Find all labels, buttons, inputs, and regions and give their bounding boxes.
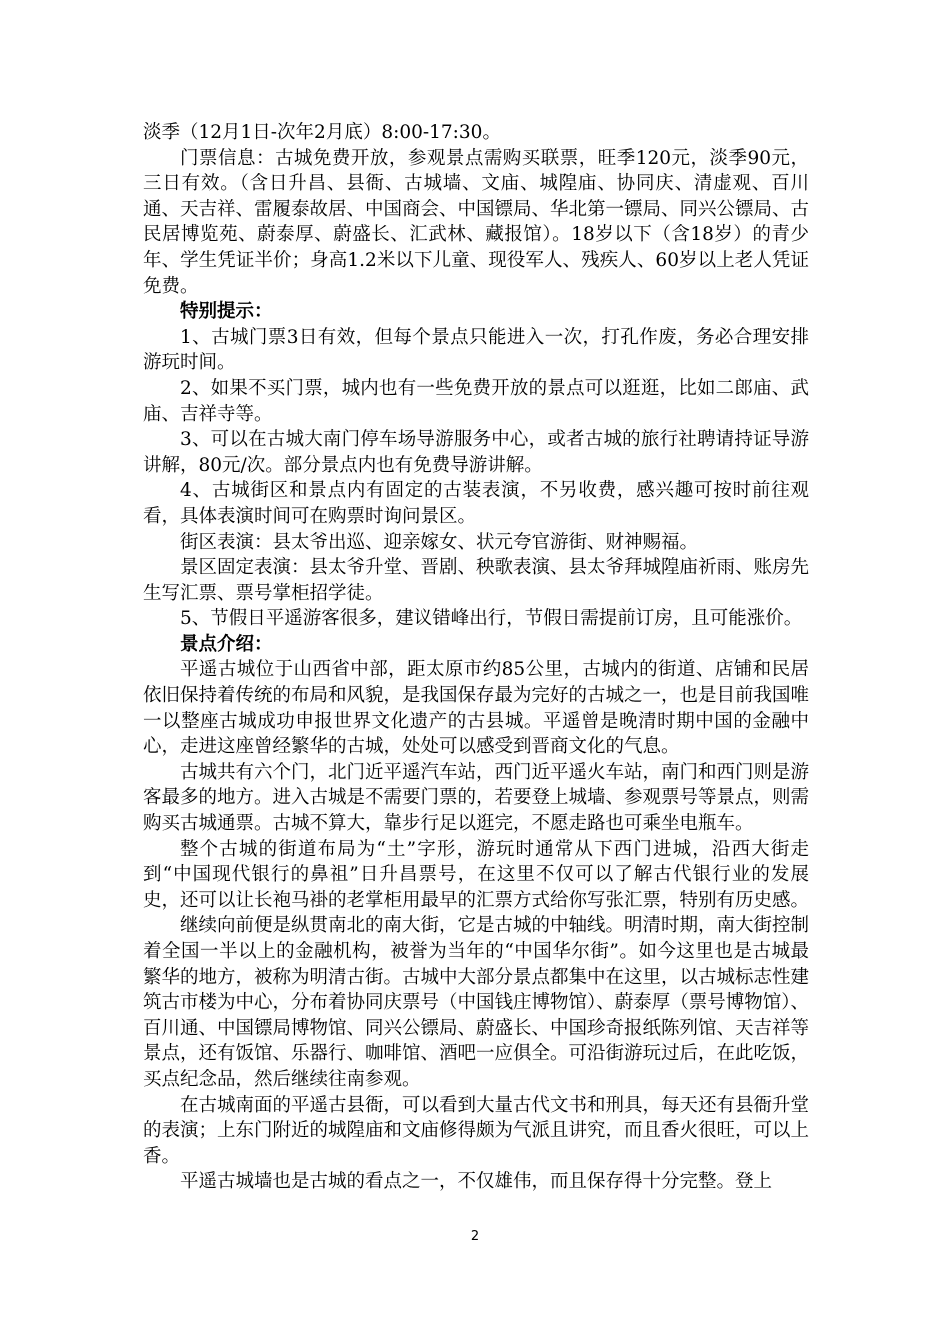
scenic-performances: 景区固定表演：县太爷升堂、晋剧、秧歌表演、县太爷拜城隍庙祈雨、账房先生写汇票、票号掌柜招学徒。	[143, 557, 810, 604]
tip-2: 2、如果不买门票，城内也有一些免费开放的景点可以逛逛，比如二郎庙、武庙、吉祥寺等。	[143, 377, 809, 425]
page-body	[143, 120, 809, 1195]
tip-5: 5、节假日平遥游客很多，建议错峰出行，节假日需提前订房，且可能涨价。	[180, 608, 803, 630]
street-performances: 街区表演：县太爷出巡、迎亲嫁女、状元夸官游街、财神赐福。	[180, 531, 699, 553]
tip-4: 4、古城街区和景点内有固定的古装表演，不另收费，感兴趣可按时前往观看，具体表演时间可在购票时询问景区。	[143, 480, 809, 527]
tip-1: 1、古城门票3日有效，但每个景点只能进入一次，打孔作废，务必合理安排游玩时间。	[143, 326, 809, 374]
intro-paragraph-5: 在古城南面的平遥古县衙，可以看到大量古代文书和刑具，每天还有县衙升堂的表演；上东门附近的城隍庙和文庙修得颇为气派且讲究，而且香火很旺，可以上香。	[143, 1094, 810, 1167]
intro-paragraph-2: 古城共有六个门，北门近平遥汽车站，西门近平遥火车站，南门和西门则是游客最多的地方。进入古城是不需要门票的，若要登上城墙、参观票号等景点，则需购买古城通票。古城不算大，靠步行足以逛完，不愿走路也可乘坐电瓶车。	[143, 761, 810, 835]
page-number: 2	[470, 1229, 480, 1244]
tip-3: 3、可以在古城大南门停车场导游服务中心，或者古城的旅行社聘请持证导游讲解，80元/次。部分景点内也有免费导游讲解。	[143, 429, 809, 476]
intro-paragraph-1: 平遥古城位于山西省中部，距太原市约85公里，古城内的街道、店铺和民居依旧保持着传统的布局和风貌，是我国保存最为完好的古城之一，也是目前我国唯一以整座古城成功申报世界文化遗产的古县城。平遥曾是晚清时期中国的金融中心，走进这座曾经繁华的古城，处处可以感受到晋商文化的气息。	[143, 659, 810, 758]
intro-paragraph-4: 继续向前便是纵贯南北的南大街，它是古城的中轴线。明清时期，南大街控制着全国一半以上的金融机构，被誉为当年的“中国华尔街”。如今这里也是古城最繁华的地方，被称为明清古街。古城中大部分景点都集中在这里，以古城标志性建筑古市楼为中心，分布着协同庆票号（中国钱庄博物馆）、蔚泰厚（票号博物馆）、百川通、中国镖局博物馆、同兴公镖局、蔚盛长、中国珍奇报纸陈列馆、天吉祥等景点，还有饭馆、乐器行、咖啡馆、酒吧一应俱全。可沿街游玩过后，在此吃饭，买点纪念品，然后继续往南参观。	[143, 915, 810, 1090]
ticket-info-paragraph: 门票信息：古城免费开放，参观景点需购买联票，旺季120元，淡季90元，三日有效。（含日升昌、县衙、古城墙、文庙、城隍庙、协同庆、清虚观、百川通、天吉祥、雷履泰故居、中国商会、中国镖局、华北第一镖局、同兴公镖局、古民居博览苑、蔚泰厚、蔚盛长、汇武林、藏报馆）。18岁以下（含18岁）的青少年、学生凭证半价；身高1.2米以下儿童、现役军人、残疾人、60岁以上老人凭证免费。	[143, 147, 810, 297]
intro-paragraph-6: 平遥古城墙也是古城的看点之一，不仅雄伟，而且保存得十分完整。登上	[180, 1171, 773, 1193]
intro-paragraph-3: 整个古城的街道布局为“土”字形，游玩时通常从下西门进城，沿西大街走到“中国现代银行的鼻祖”日升昌票号，在这里不仅可以了解古代银行业的发展史，还可以让长袍马褂的老掌柜用最早的汇票方式给你写张汇票，特别有历史感。	[143, 838, 810, 911]
attractions-heading: 景点介绍：	[180, 633, 273, 655]
special-tips-heading: 特别提示：	[180, 301, 273, 323]
off-season-hours: 淡季（12月1日-次年2月底）8:00-17:30。	[143, 122, 501, 143]
